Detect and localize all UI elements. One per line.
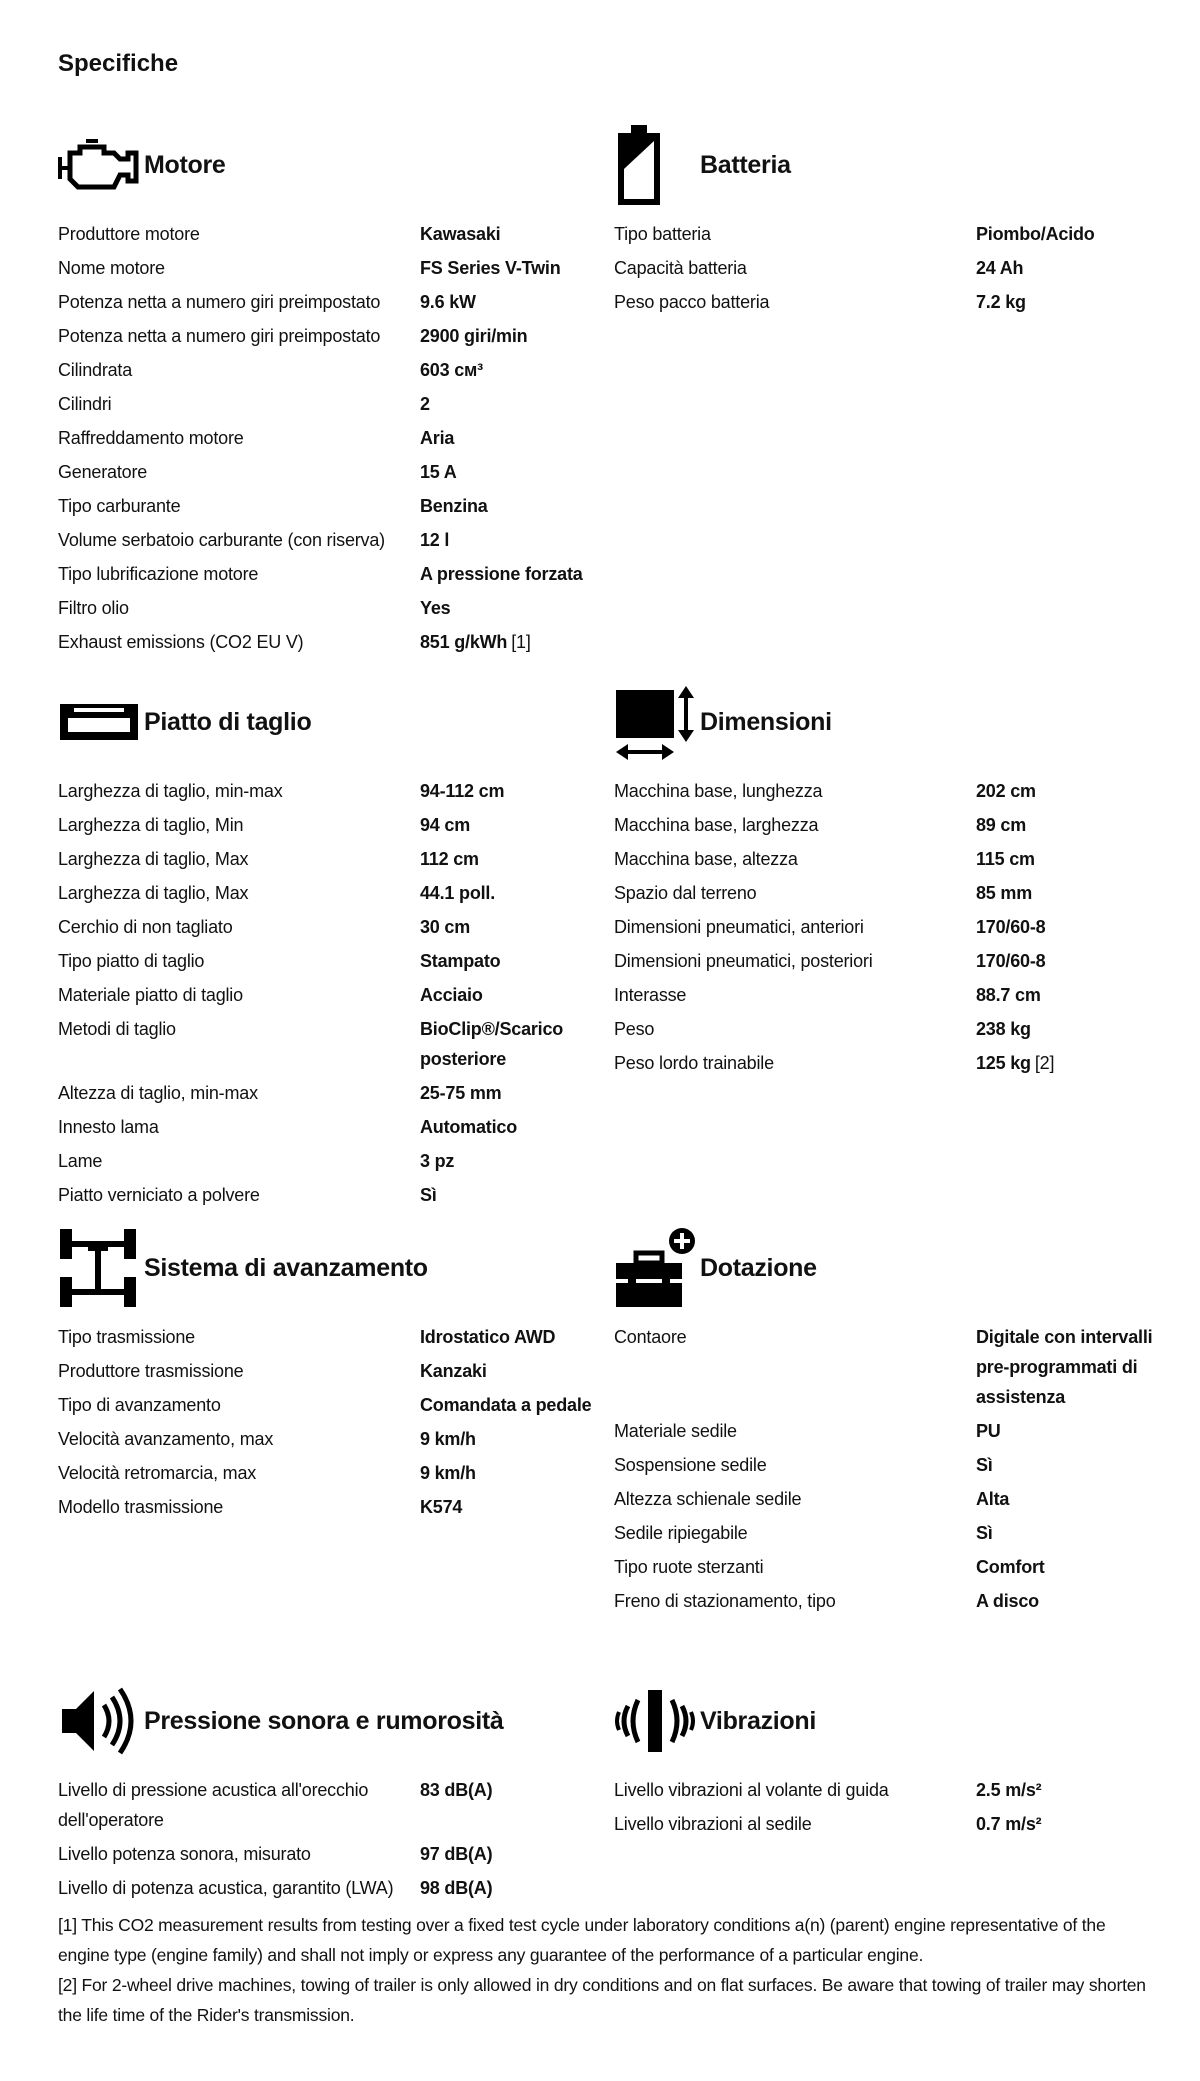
cutting-deck-icon — [58, 676, 144, 768]
spec-row — [58, 1839, 598, 1869]
spec-label: Tipo piatto di taglio — [58, 951, 205, 971]
spec-row — [614, 980, 1154, 1010]
spec-value-cell — [420, 980, 598, 1010]
spec-value-cell — [420, 1839, 598, 1869]
spec-value-cell — [976, 1322, 1154, 1412]
spec-row — [58, 1390, 598, 1420]
spec-row — [58, 844, 598, 874]
spec-value: A disco — [976, 1591, 1039, 1611]
spec-label: Modello trasmissione — [58, 1497, 224, 1517]
spec-row — [58, 219, 598, 249]
spec-value: Stampato — [420, 951, 501, 971]
spec-label: Potenza netta a numero giri preimpostato — [58, 292, 381, 312]
spec-label: Dimensioni pneumatici, anteriori — [614, 917, 864, 937]
spec-row — [58, 1458, 598, 1488]
spec-value-cell — [420, 423, 598, 453]
footnote-1: [1] This CO2 measurement results from testing over a fixed test cycle under laboratory conditions a(n) (parent) engine representative of the engine type (engine family) and shall not imply or express any guarantee of the performance of a particular engine. — [58, 1915, 1106, 1965]
spec-row — [58, 810, 598, 840]
spec-value: 125 kg — [976, 1053, 1031, 1073]
spec-row — [58, 253, 598, 283]
spec-value-cell — [976, 253, 1154, 283]
spec-value-cell — [976, 287, 1154, 317]
spec-label: Cilindrata — [58, 360, 133, 380]
spec-label: Nome motore — [58, 258, 165, 278]
spec-value: K574 — [420, 1497, 463, 1517]
spec-row — [58, 776, 598, 806]
spec-label: Peso — [614, 1019, 655, 1039]
spec-value: A pressione forzata — [420, 564, 583, 584]
spec-label: Peso pacco batteria — [614, 292, 770, 312]
spec-row — [614, 1048, 1154, 1078]
spec-value-cell — [420, 627, 598, 657]
spec-value: 83 dB(A) — [420, 1780, 493, 1800]
spec-label: Macchina base, lunghezza — [614, 781, 823, 801]
spec-value: PU — [976, 1421, 1001, 1441]
spec-value: 2.5 m/s² — [976, 1780, 1042, 1800]
spec-value-cell — [976, 980, 1154, 1010]
spec-row — [58, 1492, 598, 1522]
spec-label: Macchina base, altezza — [614, 849, 798, 869]
spec-value-cell — [420, 525, 598, 555]
spec-row — [58, 389, 598, 419]
spec-value: Alta — [976, 1489, 1010, 1509]
spec-row — [58, 287, 598, 317]
spec-value: 12 l — [420, 530, 450, 550]
spec-value-cell — [420, 593, 598, 623]
spec-row — [614, 1416, 1154, 1446]
spec-label: Altezza di taglio, min-max — [58, 1083, 258, 1103]
section-title: Batteria — [700, 150, 791, 179]
spec-value-cell — [976, 1416, 1154, 1446]
spec-row — [614, 1552, 1154, 1582]
spec-row — [58, 1775, 598, 1835]
spec-label: Tipo trasmissione — [58, 1327, 195, 1347]
spec-row — [614, 1518, 1154, 1548]
spec-value-cell — [420, 219, 598, 249]
spec-label: Larghezza di taglio, min-max — [58, 781, 283, 801]
spec-value: Sì — [976, 1455, 993, 1475]
spec-value-cell — [420, 946, 598, 976]
spec-row — [614, 946, 1154, 976]
spec-row — [58, 1112, 598, 1142]
spec-value-cell — [976, 1552, 1154, 1582]
spec-row — [614, 1775, 1154, 1805]
spec-label: Velocità retromarcia, max — [58, 1463, 257, 1483]
spec-row — [58, 946, 598, 976]
spec-label: Materiale piatto di taglio — [58, 985, 243, 1005]
spec-row — [58, 1014, 598, 1074]
spec-label: Spazio dal terreno — [614, 883, 757, 903]
spec-value: FS Series V-Twin — [420, 258, 561, 278]
spec-row — [614, 844, 1154, 874]
spec-label: Volume serbatoio carburante (con riserva) — [58, 530, 385, 550]
spec-label: Sedile ripiegabile — [614, 1523, 748, 1543]
spec-value-cell — [976, 946, 1154, 976]
spec-value-cell — [420, 1458, 598, 1488]
spec-value: Kawasaki — [420, 224, 501, 244]
spec-label: Dimensioni pneumatici, posteriori — [614, 951, 873, 971]
spec-label: Tipo carburante — [58, 496, 181, 516]
spec-value: Automatico — [420, 1117, 518, 1137]
section-dotazione — [614, 1222, 1154, 1620]
section-piatto-di-taglio — [58, 676, 598, 1214]
spec-value-cell — [976, 1809, 1154, 1839]
spec-value: 89 cm — [976, 815, 1027, 835]
spec-value: 170/60-8 — [976, 951, 1046, 971]
spec-value-cell — [976, 1484, 1154, 1514]
spec-row — [614, 1014, 1154, 1044]
spec-row — [58, 321, 598, 351]
page-title: Specifiche — [58, 50, 179, 77]
spec-label: Livello di pressione acustica all'orecchio dell'operatore — [58, 1780, 369, 1830]
spec-label: Metodi di taglio — [58, 1019, 176, 1039]
spec-value-cell — [420, 878, 598, 908]
spec-row — [58, 1078, 598, 1108]
spec-value-cell — [976, 844, 1154, 874]
spec-label: Tipo lubrificazione motore — [58, 564, 259, 584]
section-title: Sistema di avanzamento — [144, 1253, 428, 1282]
spec-value-cell — [420, 1078, 598, 1108]
spec-value: 115 cm — [976, 849, 1035, 869]
footnote-2: [2] For 2-wheel drive machines, towing of trailer is only allowed in dry conditions and on flat surfaces. Be aware that towing of trailer may shorten the life time of the Rider's transmission. — [58, 1975, 1146, 2025]
spec-value-cell — [420, 457, 598, 487]
spec-value-cell — [420, 810, 598, 840]
spec-label: Exhaust emissions (CO2 EU V) — [58, 632, 304, 652]
spec-value: 97 dB(A) — [420, 1844, 493, 1864]
spec-row — [58, 491, 598, 521]
spec-value-cell — [420, 1390, 598, 1420]
section-title: Vibrazioni — [700, 1706, 817, 1735]
spec-row — [58, 912, 598, 942]
spec-value-cell — [420, 253, 598, 283]
spec-value: 85 mm — [976, 883, 1033, 903]
spec-value-cell — [976, 878, 1154, 908]
spec-label: Velocità avanzamento, max — [58, 1429, 274, 1449]
spec-row — [58, 525, 598, 555]
spec-value: 44.1 poll. — [420, 883, 496, 903]
spec-label: Tipo di avanzamento — [58, 1395, 221, 1415]
spec-label: Generatore — [58, 462, 148, 482]
spec-label: Tipo ruote sterzanti — [614, 1557, 764, 1577]
footnote-ref: [2] — [1034, 1053, 1055, 1073]
spec-value: 88.7 cm — [976, 985, 1041, 1005]
spec-value-cell — [976, 776, 1154, 806]
spec-value: 202 cm — [976, 781, 1036, 801]
spec-value-cell — [420, 844, 598, 874]
spec-row — [614, 1450, 1154, 1480]
spec-value: Kanzaki — [420, 1361, 487, 1381]
spec-value-cell — [976, 1518, 1154, 1548]
spec-row — [58, 1356, 598, 1386]
speaker-icon — [58, 1675, 144, 1767]
spec-label: Piatto verniciato a polvere — [58, 1185, 260, 1205]
spec-label: Livello vibrazioni al sedile — [614, 1814, 812, 1834]
spec-label: Peso lordo trainabile — [614, 1053, 774, 1073]
spec-value: 2900 giri/min — [420, 326, 528, 346]
spec-value-cell — [420, 1356, 598, 1386]
spec-label: Cerchio di non tagliato — [58, 917, 233, 937]
spec-row — [58, 878, 598, 908]
spec-row — [58, 627, 598, 657]
spec-value: 98 dB(A) — [420, 1878, 493, 1898]
spec-value: 94-112 cm — [420, 781, 505, 801]
section-sistema-di-avanzamento — [58, 1222, 598, 1526]
section-title: Dimensioni — [700, 707, 832, 736]
spec-value: 9.6 kW — [420, 292, 476, 312]
spec-label: Innesto lama — [58, 1117, 159, 1137]
section-dimensioni — [614, 676, 1154, 1082]
spec-value-cell — [420, 1014, 598, 1074]
spec-row — [58, 1873, 598, 1903]
spec-value: 30 cm — [420, 917, 471, 937]
spec-value-cell — [420, 389, 598, 419]
spec-value: Aria — [420, 428, 455, 448]
spec-row — [58, 593, 598, 623]
spec-value: Yes — [420, 598, 451, 618]
dimensions-icon — [614, 676, 700, 768]
section-title: Pressione sonora e rumorosità — [144, 1706, 504, 1735]
spec-value-cell — [976, 219, 1154, 249]
spec-row — [614, 287, 1154, 317]
spec-value: Comfort — [976, 1557, 1045, 1577]
spec-value-cell — [420, 912, 598, 942]
spec-value-cell — [420, 776, 598, 806]
spec-row — [614, 1809, 1154, 1839]
spec-label: Produttore trasmissione — [58, 1361, 244, 1381]
spec-value: Sì — [976, 1523, 993, 1543]
spec-value-cell — [420, 559, 598, 589]
spec-value-cell — [976, 1775, 1154, 1805]
spec-value: Sì — [420, 1185, 437, 1205]
spec-value-cell — [420, 1873, 598, 1903]
vibration-icon — [614, 1675, 700, 1767]
spec-label: Raffreddamento motore — [58, 428, 244, 448]
spec-value: 851 g/kWh — [420, 632, 508, 652]
spec-value: 25-75 mm — [420, 1083, 502, 1103]
spec-row — [614, 219, 1154, 249]
spec-value-cell — [976, 810, 1154, 840]
spec-value: 9 km/h — [420, 1429, 476, 1449]
spec-value-cell — [420, 1146, 598, 1176]
spec-value: 2 — [420, 394, 430, 414]
spec-label: Filtro olio — [58, 598, 129, 618]
spec-label: Livello potenza sonora, misurato — [58, 1844, 311, 1864]
spec-label: Interasse — [614, 985, 687, 1005]
spec-value-cell — [420, 1492, 598, 1522]
spec-value-cell — [420, 1775, 598, 1835]
section-vibrazioni — [614, 1675, 1154, 1843]
spec-value: 603 см³ — [420, 360, 483, 380]
spec-label: Altezza schienale sedile — [614, 1489, 802, 1509]
spec-row — [58, 1322, 598, 1352]
spec-value-cell — [420, 355, 598, 385]
spec-row — [58, 980, 598, 1010]
footnotes — [58, 1910, 1158, 2030]
spec-row — [58, 355, 598, 385]
section-title: Dotazione — [700, 1253, 817, 1282]
spec-value-cell — [420, 287, 598, 317]
section-title: Motore — [144, 150, 226, 179]
spec-value: 24 Ah — [976, 258, 1024, 278]
spec-value: 7.2 kg — [976, 292, 1026, 312]
spec-row — [614, 776, 1154, 806]
spec-row — [58, 457, 598, 487]
spec-row — [58, 1424, 598, 1454]
battery-icon — [614, 119, 700, 211]
spec-label: Livello di potenza acustica, garantito (LWA) — [58, 1878, 394, 1898]
spec-label: Lame — [58, 1151, 103, 1171]
spec-row — [614, 810, 1154, 840]
spec-label: Contaore — [614, 1327, 687, 1347]
spec-row — [614, 1586, 1154, 1616]
spec-label: Larghezza di taglio, Max — [58, 849, 249, 869]
spec-row — [614, 1484, 1154, 1514]
spec-label: Livello vibrazioni al volante di guida — [614, 1780, 889, 1800]
spec-value: BioClip®/Scarico posteriore — [420, 1019, 564, 1069]
spec-row — [58, 1180, 598, 1210]
spec-value: 3 pz — [420, 1151, 455, 1171]
spec-value: Digitale con intervalli pre-programmati di assistenza — [976, 1327, 1153, 1407]
spec-value-cell — [420, 1112, 598, 1142]
spec-label: Potenza netta a numero giri preimpostato — [58, 326, 381, 346]
spec-value-cell — [420, 1180, 598, 1210]
spec-value: 94 cm — [420, 815, 471, 835]
footnote-ref: [1] — [511, 632, 531, 652]
spec-value: Idrostatico AWD — [420, 1327, 556, 1347]
spec-label: Macchina base, larghezza — [614, 815, 819, 835]
spec-row — [614, 878, 1154, 908]
section-pressione-sonora — [58, 1675, 598, 1907]
spec-row — [614, 1322, 1154, 1412]
spec-row — [614, 253, 1154, 283]
spec-row — [58, 423, 598, 453]
spec-value-cell — [976, 1586, 1154, 1616]
spec-value: Piombo/Acido — [976, 224, 1095, 244]
section-title: Piatto di taglio — [144, 707, 312, 736]
section-motore — [58, 119, 598, 661]
spec-value: 170/60-8 — [976, 917, 1046, 937]
spec-value-cell — [976, 1048, 1154, 1078]
spec-value-cell — [420, 491, 598, 521]
spec-value-cell — [420, 1322, 598, 1352]
spec-label: Freno di stazionamento, tipo — [614, 1591, 836, 1611]
spec-row — [58, 559, 598, 589]
spec-value: Benzina — [420, 496, 488, 516]
spec-value: 0.7 m/s² — [976, 1814, 1042, 1834]
toolbox-plus-icon — [614, 1222, 700, 1314]
spec-value-cell — [976, 912, 1154, 942]
spec-label: Larghezza di taglio, Min — [58, 815, 244, 835]
spec-label: Cilindri — [58, 394, 112, 414]
spec-value-cell — [976, 1014, 1154, 1044]
drive-system-icon — [58, 1222, 144, 1314]
spec-value: Acciaio — [420, 985, 483, 1005]
section-batteria — [614, 119, 1154, 321]
spec-value: 15 A — [420, 462, 457, 482]
engine-icon — [58, 119, 144, 211]
spec-label: Capacità batteria — [614, 258, 747, 278]
spec-label: Sospensione sedile — [614, 1455, 767, 1475]
spec-value: 112 cm — [420, 849, 479, 869]
spec-value-cell — [420, 1424, 598, 1454]
spec-label: Larghezza di taglio, Max — [58, 883, 249, 903]
spec-value: Comandata a pedale — [420, 1395, 592, 1415]
spec-value-cell — [976, 1450, 1154, 1480]
spec-label: Produttore motore — [58, 224, 200, 244]
spec-label: Materiale sedile — [614, 1421, 737, 1441]
spec-value: 9 km/h — [420, 1463, 476, 1483]
spec-row — [58, 1146, 598, 1176]
spec-label: Tipo batteria — [614, 224, 711, 244]
spec-value: 238 kg — [976, 1019, 1031, 1039]
spec-row — [614, 912, 1154, 942]
spec-value-cell — [420, 321, 598, 351]
